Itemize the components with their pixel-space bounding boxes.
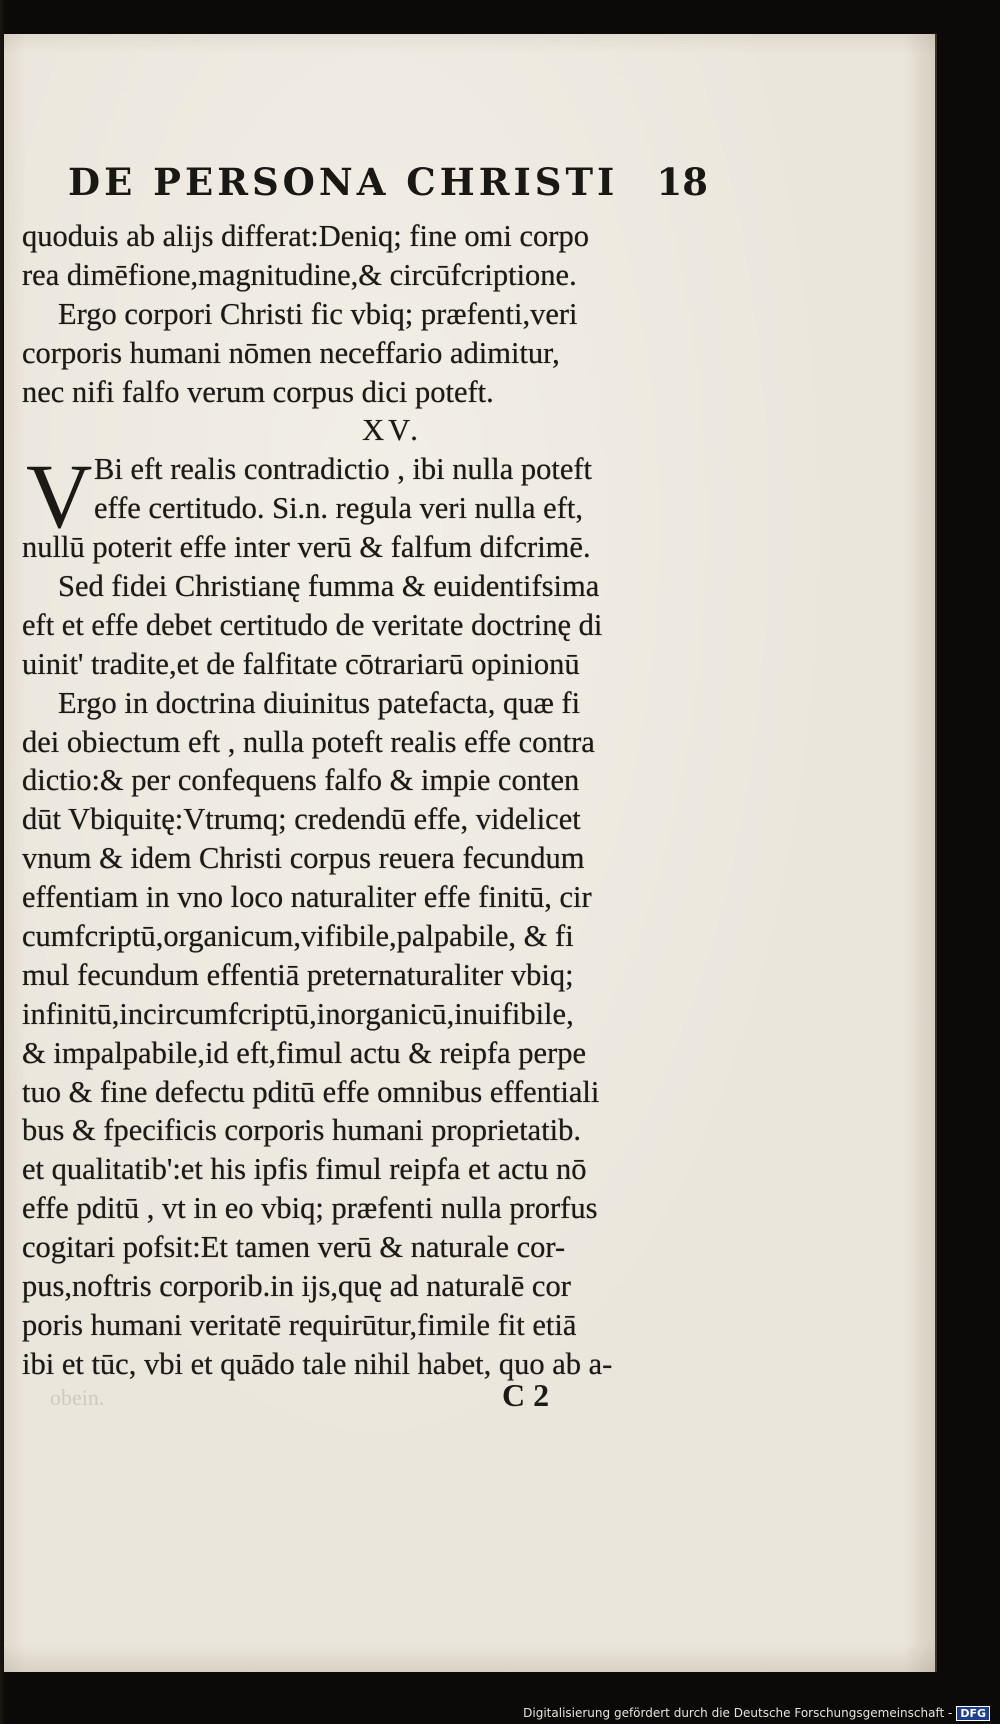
text-line: mul fecundum effentiā preternaturaliter vbiq; bbox=[22, 957, 574, 992]
text-line: quoduis ab alijs differat:Deniq; fine omi corpo bbox=[22, 219, 589, 253]
initial-letter: V bbox=[26, 445, 93, 547]
text-line: XV. bbox=[362, 413, 422, 448]
page-footer bbox=[44, 1377, 644, 1417]
text-line: bus & fpecificis corporis humani proprietatib. bbox=[22, 1113, 582, 1148]
text-line: poris humani veritatē requirūtur,fimile fit etiā bbox=[22, 1307, 577, 1342]
text-line: & impalpabile,id eft,fimul actu & reipfa perpe bbox=[22, 1035, 587, 1070]
text-line: tuo & fine defectu pditū effe omnibus effentiali bbox=[22, 1074, 600, 1109]
text-line: effe certitudo. Si.n. regula veri nulla eft, bbox=[94, 491, 583, 526]
text-line: nec nifi falfo verum corpus dici poteft. bbox=[22, 374, 494, 409]
credit-text: Digitalisierung gefördert durch die Deutsche Forschungsgemeinschaft - bbox=[523, 1706, 953, 1720]
book-page bbox=[4, 34, 937, 1672]
text-line: eft et effe debet certitudo de veritate doctrinę di bbox=[22, 607, 603, 642]
text-line: Ergo in doctrina diuinitus patefacta, quæ fi bbox=[58, 685, 581, 720]
text-line: rea dimēfione,magnitudine,& circūfcriptione. bbox=[22, 257, 577, 292]
text-line: uinit' tradite,et de falfitate cōtrariarū opinionū bbox=[22, 646, 580, 681]
text-line: nullū poterit effe inter verū & falfum difcrimē. bbox=[22, 530, 591, 565]
text-line: Bi eft realis contradictio , ibi nulla poteft bbox=[94, 452, 593, 487]
text-line: effentiam in vno loco naturaliter effe finitū, cir bbox=[22, 880, 592, 915]
text-line: dictio:& per confequens falfo & impie conten bbox=[22, 763, 580, 798]
text-line: pus,noftris corporib.in ijs,quę ad naturalē cor bbox=[22, 1269, 571, 1304]
text-line: Ergo corpori Christi fic vbiq; præfenti,veri bbox=[58, 296, 578, 331]
text-line: effe pditū , vt in eo vbiq; præfenti nulla prorfus bbox=[22, 1191, 598, 1226]
text-line: et qualitatib':et his ipfis fimul reipfa et actu nō bbox=[22, 1152, 587, 1187]
folio-number: 18 bbox=[656, 160, 708, 204]
text-line: ibi et tūc, vbi et quādo tale nihil habet, quo ab a- bbox=[22, 1346, 613, 1381]
text-line: infinitū,incircumfcriptū,inorganicū,inuifibile, bbox=[22, 996, 574, 1031]
text-line: dūt Vbiquitę:Vtrumq; credendū effe, videlicet bbox=[22, 802, 581, 837]
dfg-logo: DFG bbox=[956, 1706, 990, 1721]
signature-mark: C 2 bbox=[502, 1377, 550, 1413]
body-text bbox=[22, 217, 722, 1384]
text-line: vnum & idem Christi corpus reuera fecundum bbox=[22, 841, 585, 876]
text-line: cumfcriptū,organicum,vifibile,palpabile, & fi bbox=[22, 919, 574, 954]
text-line: corporis humani nōmen neceffario adimitur, bbox=[22, 335, 560, 370]
text-line: dei obiectum eft , nulla poteft realis effe contra bbox=[22, 724, 595, 759]
text-line: Sed fidei Christianę fumma & euidentifsima bbox=[58, 569, 600, 604]
running-title: DE PERSONA CHRISTI bbox=[68, 160, 619, 204]
text-line: cogitari pofsit:Et tamen verū & naturale cor- bbox=[22, 1230, 566, 1265]
digitization-credit bbox=[523, 1706, 990, 1721]
catchword: obein. bbox=[50, 1385, 105, 1410]
